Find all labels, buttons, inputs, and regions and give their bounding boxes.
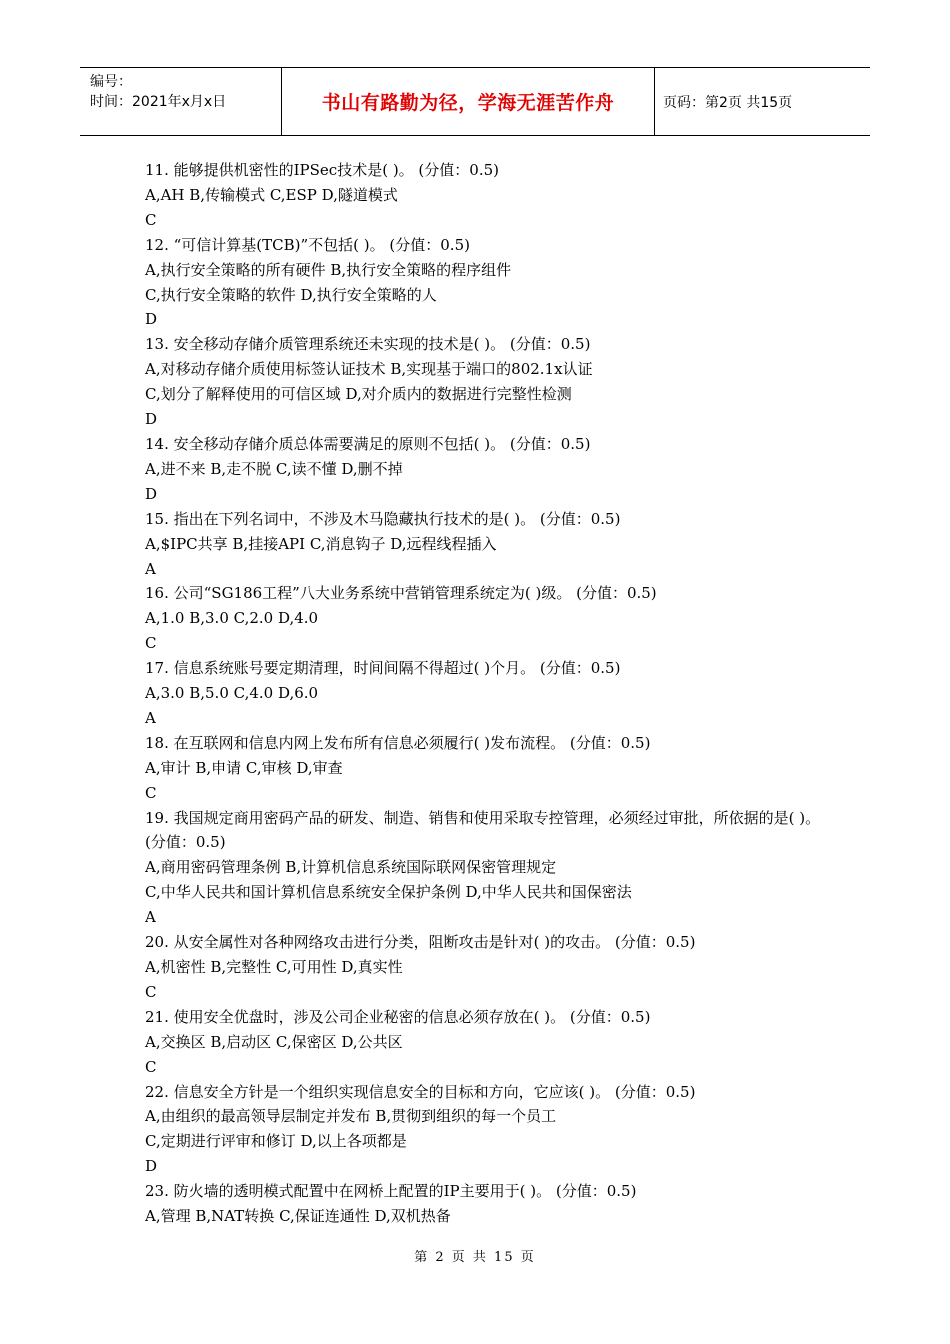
- question-title: 21. 使用安全优盘时，涉及公司企业秘密的信息必须存放在( )。 (分值：0.5): [145, 1007, 651, 1026]
- question-item: [145, 806, 825, 931]
- question-title: 14. 安全移动存储介质总体需要满足的原则不包括( )。 (分值：0.5): [145, 434, 591, 453]
- question-options: A,审计 B,申请 C,审核 D,审查: [145, 758, 343, 777]
- question-answer: D: [145, 1157, 158, 1176]
- question-title: 20. 从安全属性对各种网络攻击进行分类，阻断攻击是针对( )的攻击。 (分值：0.5): [145, 933, 696, 952]
- question-item: [145, 1080, 825, 1180]
- question-options: C,划分了解释使用的可信区域 D,对介质内的数据进行完整性检测: [145, 385, 572, 404]
- question-options: A,交换区 B,启动区 C,保密区 D,公共区: [145, 1032, 403, 1051]
- question-item: [145, 332, 825, 432]
- question-title: 19. 我国规定商用密码产品的研发、制造、销售和使用采取专控管理，必须经过审批，所依据的是( )。 (分值：0.5): [145, 808, 821, 852]
- page-footer: 第 2 页 共 15 页: [414, 1250, 536, 1265]
- question-answer: C: [145, 210, 157, 229]
- question-title: 16. 公司“SG186工程”八大业务系统中营销管理系统定为( )级。 (分值：0.5): [145, 584, 657, 603]
- question-answer: C: [145, 783, 157, 802]
- question-item: [145, 1179, 825, 1229]
- header-page-info: 页码：第2页 共15页: [663, 94, 793, 111]
- question-title: 12. “可信计算基(TCB)”不包括( )。 (分值：0.5): [145, 235, 470, 254]
- question-title: 23. 防火墙的透明模式配置中在网桥上配置的IP主要用于( )。 (分值：0.5): [145, 1182, 637, 1201]
- header-motto-cell: [282, 68, 655, 135]
- question-options: A,由组织的最高领导层制定并发布 B,贯彻到组织的每一个员工: [145, 1107, 557, 1126]
- question-answer: C: [145, 982, 157, 1001]
- question-title: 15. 指出在下列名词中，不涉及木马隐藏执行技术的是( )。 (分值：0.5): [145, 509, 621, 528]
- question-answer: A: [145, 708, 156, 727]
- header-motto: 书山有路勤为径，学海无涯苦作舟: [321, 92, 615, 114]
- question-options: A,3.0 B,5.0 C,4.0 D,6.0: [145, 684, 319, 703]
- question-title: 17. 信息系统账号要定期清理，时间间隔不得超过( )个月。 (分值：0.5): [145, 659, 621, 678]
- question-answer: A: [145, 559, 156, 578]
- question-answer: D: [145, 310, 158, 329]
- header-meta: [80, 68, 282, 135]
- question-options: A,1.0 B,3.0 C,2.0 D,4.0: [145, 609, 319, 628]
- question-answer: C: [145, 1057, 157, 1076]
- question-options: A,管理 B,NAT转换 C,保证连通性 D,双机热备: [145, 1207, 451, 1226]
- question-options: A,商用密码管理条例 B,计算机信息系统国际联网保密管理规定: [145, 858, 557, 877]
- question-answer: D: [145, 484, 158, 503]
- question-item: [145, 158, 825, 233]
- question-options: A,对移动存储介质使用标签认证技术 B,实现基于端口的802.1x认证: [145, 360, 593, 379]
- question-title: 13. 安全移动存储介质管理系统还未实现的技术是( )。 (分值：0.5): [145, 335, 591, 354]
- question-options: A,执行安全策略的所有硬件 B,执行安全策略的程序组件: [145, 260, 512, 279]
- question-item: [145, 1005, 825, 1080]
- question-options: C,中华人民共和国计算机信息系统安全保护条例 D,中华人民共和国保密法: [145, 883, 632, 902]
- question-options: C,定期进行评审和修订 D,以上各项都是: [145, 1132, 407, 1151]
- question-item: [145, 731, 825, 806]
- question-title: 11. 能够提供机密性的IPSec技术是( )。 (分值：0.5): [145, 161, 499, 179]
- question-options: A,进不来 B,走不脱 C,读不懂 D,删不掉: [145, 459, 403, 478]
- question-item: [145, 930, 825, 1005]
- question-item: [145, 656, 825, 731]
- question-item: [145, 432, 825, 507]
- question-answer: A: [145, 908, 156, 927]
- question-answer: D: [145, 410, 158, 429]
- header-number-label: 编号：: [90, 74, 132, 90]
- document-header: [80, 67, 870, 136]
- question-answer: C: [145, 634, 157, 653]
- question-list: [145, 158, 825, 1229]
- question-options: A,$IPC共享 B,挂接API C,消息钩子 D,远程线程插入: [145, 534, 497, 553]
- question-options: A,AH B,传输模式 C,ESP D,隧道模式: [145, 185, 398, 204]
- question-item: [145, 581, 825, 656]
- question-options: C,执行安全策略的软件 D,执行安全策略的人: [145, 285, 437, 304]
- question-options: A,机密性 B,完整性 C,可用性 D,真实性: [145, 958, 403, 976]
- question-title: 18. 在互联网和信息内网上发布所有信息必须履行( )发布流程。 (分值：0.5): [145, 733, 651, 752]
- header-time-label: 时间：2021年x月x日: [90, 94, 227, 110]
- question-item: [145, 507, 825, 582]
- question-item: [145, 233, 825, 333]
- question-title: 22. 信息安全方针是一个组织实现信息安全的目标和方向，它应该( )。 (分值：0.5): [145, 1082, 696, 1101]
